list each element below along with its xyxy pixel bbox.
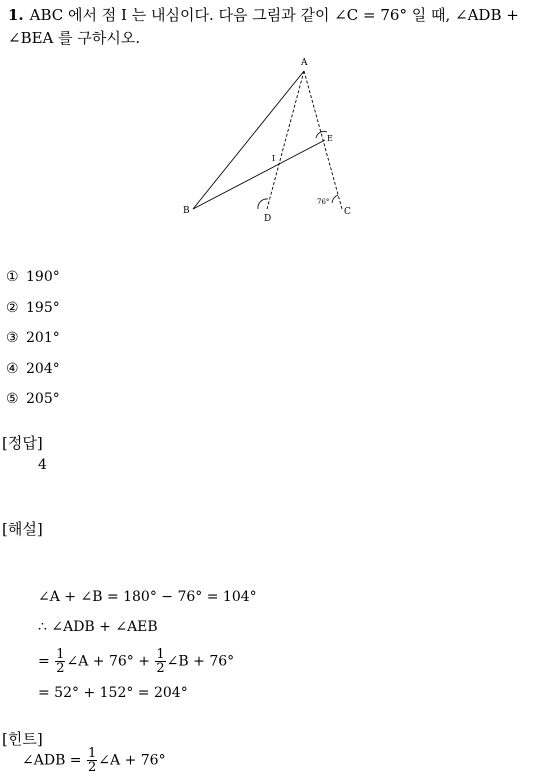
choice-1-marker: ① bbox=[6, 269, 19, 285]
choice-1-text: 190° bbox=[26, 269, 60, 285]
angle-arc-C bbox=[332, 195, 338, 203]
fraction-numerator: 1 bbox=[156, 647, 165, 662]
angle-arc-D bbox=[258, 199, 268, 209]
choice-2-marker: ② bbox=[6, 300, 19, 316]
segment-BE bbox=[193, 140, 325, 209]
question bbox=[8, 4, 528, 50]
choice-4-marker: ④ bbox=[6, 361, 19, 377]
question-number: 1. bbox=[8, 6, 24, 24]
fraction-half bbox=[155, 648, 165, 675]
question-text: ABC 에서 점 I 는 내심이다. 다음 그림과 같이 ∠C = 76° 일 때, ∠ADB + ∠BEA 를 구하시오. bbox=[8, 6, 519, 47]
explanation-line-3 bbox=[38, 648, 234, 675]
choice-3[interactable] bbox=[6, 329, 60, 347]
choice-5[interactable] bbox=[6, 390, 60, 408]
choice-1[interactable] bbox=[6, 268, 60, 286]
fraction-half bbox=[87, 747, 97, 774]
choice-3-marker: ③ bbox=[6, 330, 19, 346]
explanation-line-3-part-b: ∠B + 76° bbox=[166, 653, 235, 670]
answer-heading: [정답] bbox=[2, 434, 43, 452]
fraction-denominator: 2 bbox=[56, 661, 65, 676]
explanation-line-2: ∴ ∠ADB + ∠AEB bbox=[38, 619, 158, 635]
label-A: A bbox=[301, 58, 308, 68]
segment-AC bbox=[304, 71, 342, 209]
label-B: B bbox=[183, 206, 190, 216]
choice-4-text: 204° bbox=[26, 361, 60, 377]
label-E: E bbox=[327, 134, 333, 143]
hint-rhs: ∠A + 76° bbox=[98, 752, 166, 769]
label-angle-C: 76° bbox=[317, 198, 330, 206]
explanation-line-1: ∠A + ∠B = 180° − 76° = 104° bbox=[38, 589, 257, 605]
explanation-line-4: = 52° + 152° = 204° bbox=[38, 685, 188, 701]
choice-2[interactable] bbox=[6, 299, 60, 317]
triangle-figure bbox=[180, 52, 360, 232]
fraction-denominator: 2 bbox=[156, 661, 165, 676]
label-C: C bbox=[344, 207, 351, 217]
choice-5-text: 205° bbox=[26, 391, 60, 407]
choice-5-marker: ⑤ bbox=[6, 391, 19, 407]
hint-heading: [힌트] bbox=[2, 730, 43, 748]
answer-value: 4 bbox=[38, 457, 47, 473]
segment-AD bbox=[267, 71, 304, 209]
fraction-numerator: 1 bbox=[88, 746, 97, 761]
equals-sign: = bbox=[38, 653, 50, 670]
fraction-numerator: 1 bbox=[56, 647, 65, 662]
fraction-denominator: 2 bbox=[88, 760, 97, 775]
explanation-heading: [해설] bbox=[2, 520, 43, 538]
fraction-half bbox=[55, 648, 65, 675]
explanation-line-3-part-a: ∠A + 76° + bbox=[66, 653, 150, 670]
segment-AB bbox=[193, 71, 304, 209]
label-I: I bbox=[272, 154, 276, 163]
choice-4[interactable] bbox=[6, 360, 60, 378]
choice-2-text: 195° bbox=[26, 300, 60, 316]
label-D: D bbox=[264, 214, 272, 224]
hint-formula bbox=[22, 747, 166, 774]
hint-lhs: ∠ADB = bbox=[22, 752, 82, 769]
choice-3-text: 201° bbox=[26, 330, 60, 346]
